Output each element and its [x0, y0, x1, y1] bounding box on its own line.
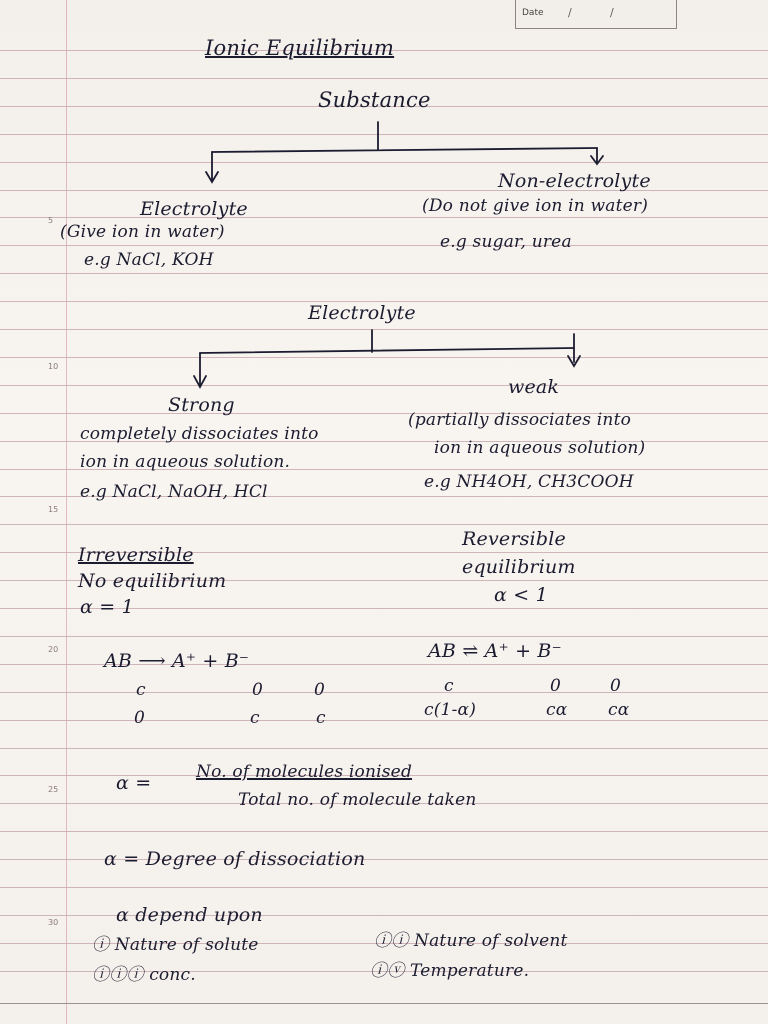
ruled-line [0, 162, 768, 163]
non-electrolyte-label: Non-electrolyte [498, 170, 651, 192]
margin-line [66, 0, 67, 1024]
factor-nature-of-solvent: ⓘⓘ Nature of solvent [374, 931, 568, 951]
page-bottom-line [0, 1003, 768, 1004]
ruled-line [0, 190, 768, 191]
ruled-line [0, 273, 768, 274]
strong-definition-line2: ion in aqueous solution. [80, 452, 291, 472]
date-slash: / [610, 6, 614, 19]
ruled-line [0, 78, 768, 79]
strong-reaction: AB ⟶ A⁺ + B⁻ [104, 650, 250, 672]
strong-conc-final: c [250, 708, 260, 728]
factor-nature-of-solute: ⓘ Nature of solute [92, 935, 259, 955]
depends-on-heading: α depend upon [116, 904, 263, 926]
factor-temperature: ⓘⓥ Temperature. [370, 961, 530, 981]
ruled-line [0, 134, 768, 135]
weak-conc-initial: c [444, 676, 454, 696]
no-equilibrium-label: No equilibrium [78, 570, 227, 592]
alpha-definition-lhs: α = [116, 772, 152, 794]
weak-conc-final: c(1-α) [424, 700, 477, 720]
strong-conc-initial: c [136, 680, 146, 700]
ruled-line [0, 692, 768, 693]
weak-reaction: AB ⇌ A⁺ + B⁻ [428, 640, 562, 662]
electrolyte-label: Electrolyte [140, 198, 248, 220]
ruled-line [0, 217, 768, 218]
non-electrolyte-definition: (Do not give ion in water) [422, 196, 649, 216]
ruled-line [0, 720, 768, 721]
line-number: 5 [48, 216, 54, 225]
line-number: 15 [48, 505, 59, 514]
line-number: 20 [48, 645, 59, 654]
date-box [515, 0, 677, 29]
weak-conc-initial: 0 [610, 676, 622, 696]
electrolyte-heading: Electrolyte [308, 302, 416, 324]
page-title: Ionic Equilibrium [205, 36, 395, 60]
weak-example: e.g NH4OH, CH3COOH [424, 472, 634, 492]
strong-definition-line1: completely dissociates into [80, 424, 319, 444]
equilibrium-label: equilibrium [462, 556, 576, 578]
alpha-less-than-one: α < 1 [494, 584, 548, 606]
weak-conc-final: cα [608, 700, 630, 720]
non-electrolyte-example: e.g sugar, urea [440, 232, 572, 252]
line-number: 10 [48, 362, 59, 371]
ruled-line [0, 357, 768, 358]
alpha-equals-one: α = 1 [80, 596, 134, 618]
electrolyte-example: e.g NaCl, KOH [84, 250, 214, 270]
alpha-name: α = Degree of dissociation [104, 848, 366, 870]
ruled-line [0, 245, 768, 246]
alpha-definition-denominator: Total no. of molecule taken [238, 790, 477, 810]
line-number: 25 [48, 785, 59, 794]
date-label: Date [522, 8, 544, 18]
line-number: 30 [48, 918, 59, 927]
weak-definition-line1: (partially dissociates into [408, 410, 632, 430]
strong-conc-final: 0 [134, 708, 146, 728]
irreversible-label: Irreversible [78, 544, 194, 566]
reversible-label: Reversible [462, 528, 566, 550]
factor-concentration: ⓘⓘⓘ conc. [92, 965, 196, 985]
weak-conc-initial: 0 [550, 676, 562, 696]
date-slash: / [568, 6, 572, 19]
ruled-line [0, 831, 768, 832]
ruled-line [0, 636, 768, 637]
alpha-definition-numerator: No. of molecules ionised [196, 762, 413, 782]
weak-definition-line2: ion in aqueous solution) [434, 438, 646, 458]
strong-example: e.g NaCl, NaOH, HCl [80, 482, 268, 502]
ruled-line [0, 748, 768, 749]
weak-conc-final: cα [546, 700, 568, 720]
weak-label: weak [508, 376, 560, 398]
strong-conc-final: c [316, 708, 326, 728]
ruled-line [0, 385, 768, 386]
ruled-line [0, 413, 768, 414]
substance-heading: Substance [318, 88, 431, 112]
ruled-line [0, 887, 768, 888]
strong-conc-initial: 0 [252, 680, 264, 700]
electrolyte-definition: (Give ion in water) [60, 222, 225, 242]
strong-label: Strong [168, 394, 235, 416]
strong-conc-initial: 0 [314, 680, 326, 700]
ruled-line [0, 329, 768, 330]
ruled-line [0, 524, 768, 525]
